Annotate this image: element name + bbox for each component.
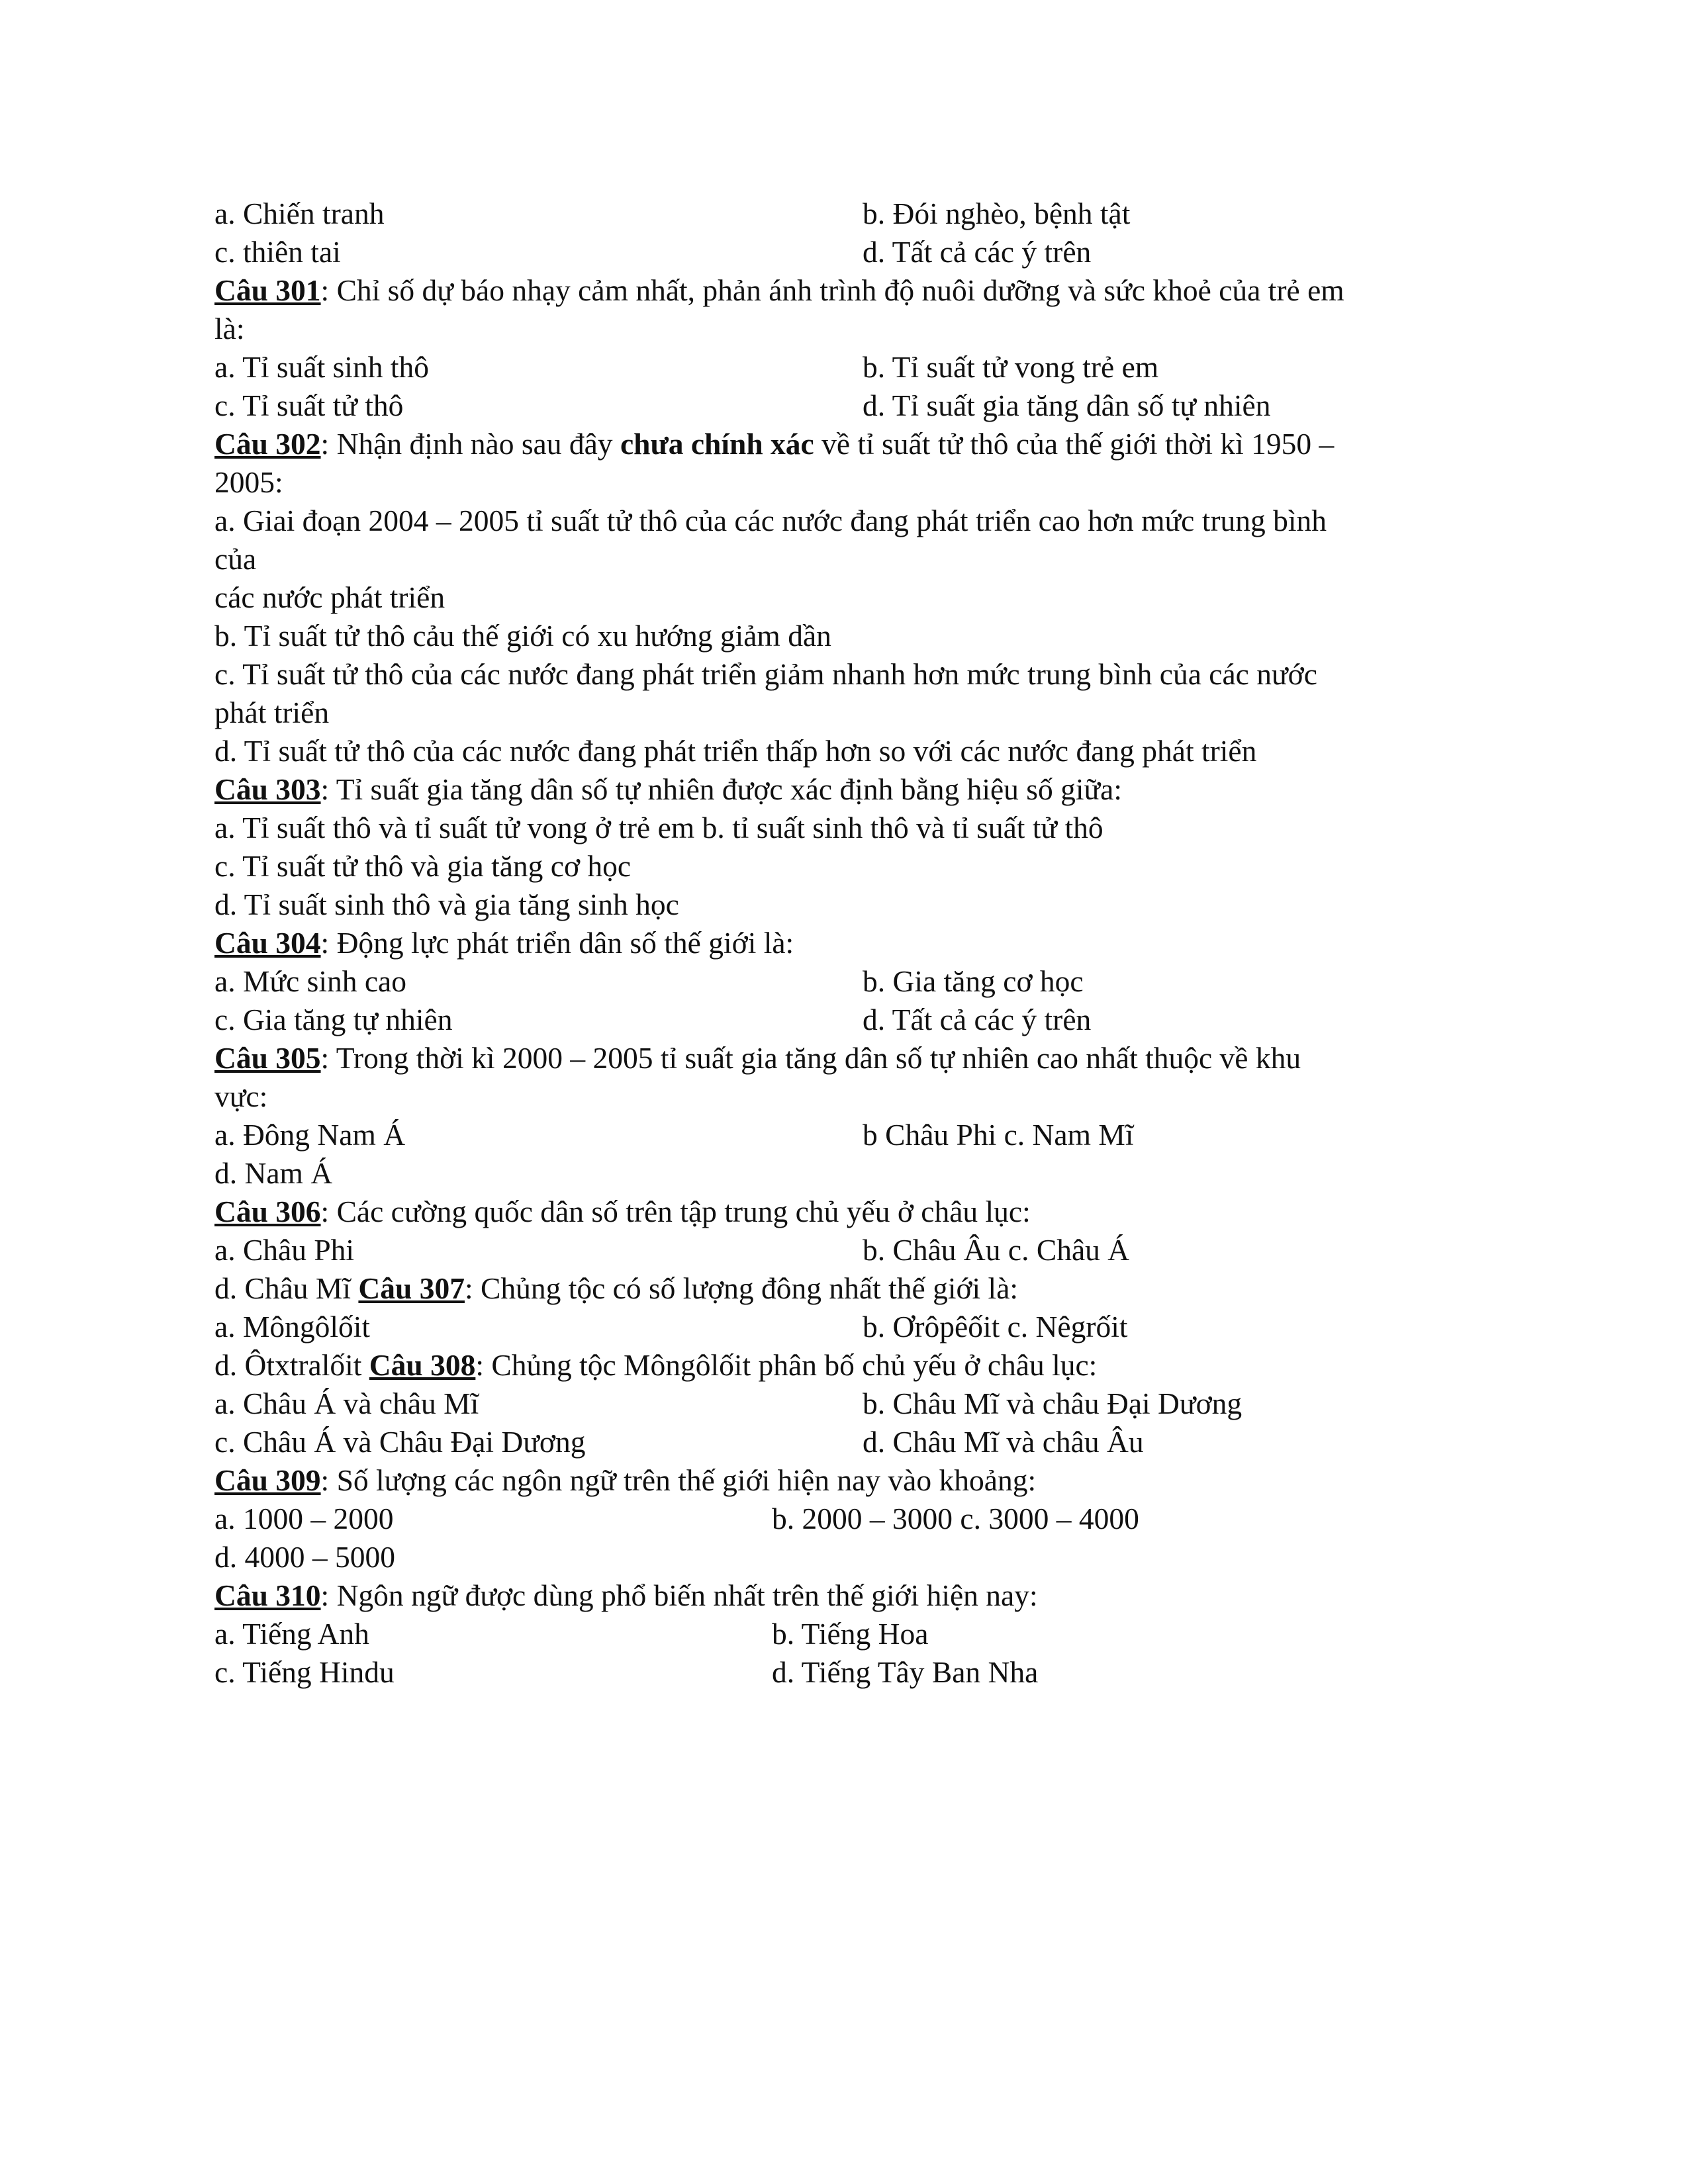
option-d: d. Tỉ suất sinh thô và gia tăng sinh học	[214, 887, 679, 921]
option-a: a. Châu Á và châu Mĩ	[214, 1387, 479, 1420]
option-row	[214, 196, 385, 231]
question-label: Câu 310	[214, 1578, 321, 1612]
question-304	[214, 925, 794, 960]
option-c: c. thiên tai	[214, 235, 341, 269]
option-b: b. Tỉ suất tử thô cảu thế giới có xu hướng giảm dần	[214, 619, 831, 653]
question-text: về tỉ suất tử thô của thế giới thời kì 1950 –	[814, 427, 1335, 461]
option-b: b. Châu Mĩ và châu Đại Dương	[863, 1387, 1243, 1420]
question-text: : Chủng tộc Môngôlốit phân bố chủ yếu ở châu lục:	[475, 1348, 1098, 1382]
option-b: b Châu Phi c. Nam Mĩ	[863, 1118, 1134, 1152]
question-label: Câu 305	[214, 1041, 321, 1075]
option-a: a. Mức sinh cao	[214, 964, 406, 998]
question-310	[214, 1578, 1038, 1613]
question-text: : Chủng tộc có số lượng đông nhất thế giới là:	[464, 1271, 1019, 1305]
option-a-cont: của	[214, 542, 257, 576]
question-305	[214, 1040, 1301, 1075]
question-label: Câu 303	[214, 772, 321, 806]
question-306	[214, 1194, 1031, 1229]
question-text: : Ngôn ngữ được dùng phổ biến nhất trên thế giới hiện nay:	[320, 1578, 1038, 1612]
option-d: d. Tất cả các ý trên	[863, 235, 1092, 269]
option-b: b. Gia tăng cơ học	[863, 964, 1084, 998]
option-d: d. Châu Mĩ	[214, 1271, 359, 1305]
question-text: : Động lực phát triển dân số thế giới là:	[320, 926, 794, 960]
question-text: : Nhận định nào sau đây	[320, 427, 620, 461]
option-row	[214, 234, 341, 269]
question-label: Câu 304	[214, 926, 321, 960]
question-text-cont: là:	[214, 312, 245, 345]
option-b: b. Tiếng Hoa	[772, 1617, 929, 1651]
question-emphasis: chưa chính xác	[620, 427, 814, 461]
option-c-cont: phát triển	[214, 696, 330, 729]
option-b: b. 2000 – 3000 c. 3000 – 4000	[772, 1502, 1139, 1535]
question-label: Câu 306	[214, 1195, 321, 1228]
option-a: a. Giai đoạn 2004 – 2005 tỉ suất tử thô của các nước đang phát triển cao hơn mức trung bình	[214, 504, 1327, 537]
question-label: Câu 302	[214, 427, 321, 461]
option-d: d. 4000 – 5000	[214, 1540, 395, 1574]
question-303	[214, 772, 1122, 807]
question-text: : Tỉ suất gia tăng dân số tự nhiên được xác định bằng hiệu số giữa:	[320, 772, 1123, 806]
option-a: a. Tỉ suất thô và tỉ suất tử vong ở trẻ em b. tỉ suất sinh thô và tỉ suất tử thô	[214, 811, 1103, 844]
option-d: d. Tiếng Tây Ban Nha	[772, 1655, 1039, 1689]
question-text: : Trong thời kì 2000 – 2005 tỉ suất gia tăng dân số tự nhiên cao nhất thuộc về khu	[320, 1041, 1301, 1075]
question-label: Câu 301	[214, 273, 321, 307]
option-b: b. Tỉ suất tử vong trẻ em	[863, 350, 1159, 384]
question-text-cont: 2005:	[214, 465, 283, 499]
question-307	[214, 1271, 1018, 1306]
option-c: c. Gia tăng tự nhiên	[214, 1003, 453, 1036]
option-c: c. Tiếng Hindu	[214, 1655, 395, 1689]
question-text-cont: vực:	[214, 1079, 268, 1113]
question-302	[214, 426, 1334, 461]
question-301	[214, 273, 1344, 308]
question-text: : Chỉ số dự báo nhạy cảm nhất, phản ánh trình độ nuôi dưỡng và sức khoẻ của trẻ em	[320, 273, 1344, 307]
option-d: d. Nam Á	[214, 1156, 333, 1190]
question-text: : Số lượng các ngôn ngữ trên thế giới hiện nay vào khoảng:	[320, 1463, 1037, 1497]
option-a: a. Tỉ suất sinh thô	[214, 350, 429, 384]
option-c: c. Tỉ suất tử thô của các nước đang phát triển giảm nhanh hơn mức trung bình của các nước	[214, 657, 1317, 691]
option-d: d. Châu Mĩ và châu Âu	[863, 1425, 1144, 1459]
option-d: d. Tất cả các ý trên	[863, 1003, 1092, 1036]
option-b: b. Ơrôpêốit c. Nêgrốit	[863, 1310, 1128, 1343]
question-308	[214, 1347, 1097, 1383]
option-c: c. Tỉ suất tử thô và gia tăng cơ học	[214, 849, 632, 883]
question-label: Câu 309	[214, 1463, 321, 1497]
option-d: d. Tỉ suất gia tăng dân số tự nhiên	[863, 388, 1271, 422]
option-b: b. Châu Âu c. Châu Á	[863, 1233, 1130, 1267]
question-text: : Các cường quốc dân số trên tập trung chủ yếu ở châu lục:	[320, 1195, 1031, 1228]
option-c: c. Tỉ suất tử thô	[214, 388, 404, 422]
option-a: a. Môngôlốit	[214, 1310, 371, 1343]
option-d: d. Ôtxtralốit	[214, 1348, 369, 1382]
option-c: c. Châu Á và Châu Đại Dương	[214, 1425, 586, 1459]
question-label: Câu 307	[358, 1271, 465, 1305]
option-a: a. Chiến tranh	[214, 197, 385, 230]
option-a: a. Đông Nam Á	[214, 1118, 406, 1152]
option-a: a. Tiếng Anh	[214, 1617, 369, 1651]
option-d: d. Tỉ suất tử thô của các nước đang phát triển thấp hơn so với các nước đang phát triển	[214, 734, 1257, 768]
question-label: Câu 308	[369, 1348, 476, 1382]
option-b: b. Đói nghèo, bệnh tật	[863, 197, 1131, 230]
option-a-cont: các nước phát triển	[214, 580, 445, 614]
question-309	[214, 1463, 1036, 1498]
option-a: a. 1000 – 2000	[214, 1502, 394, 1535]
option-a: a. Châu Phi	[214, 1233, 355, 1267]
